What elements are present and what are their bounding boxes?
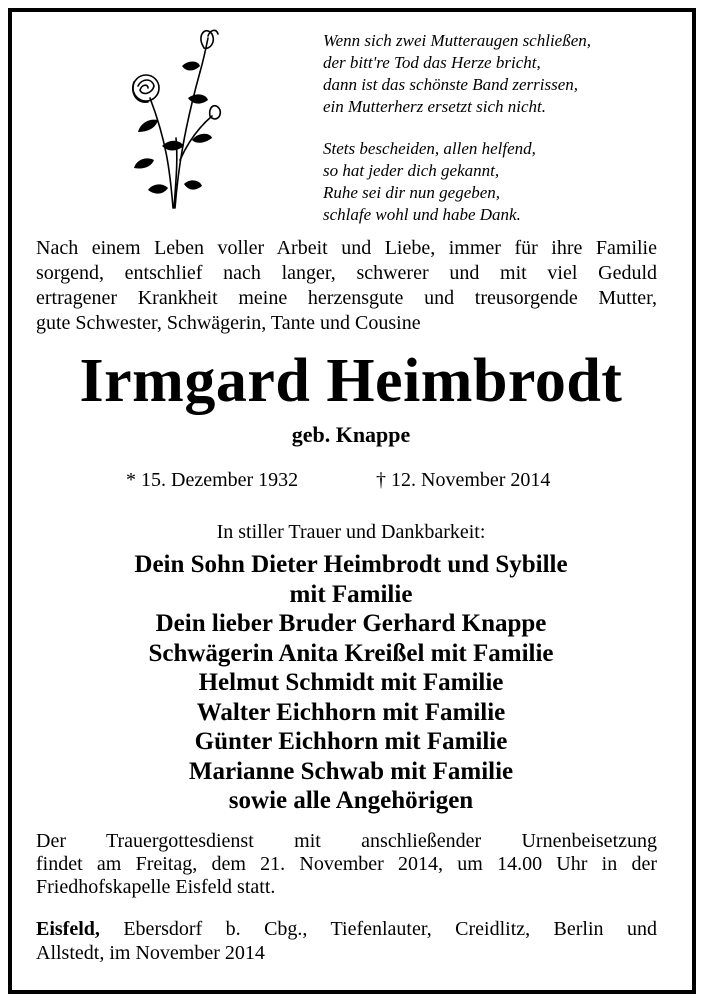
mourning-line: In stiller Trauer und Dankbarkeit:: [216, 521, 486, 543]
mourner-line: Günter Eichhorn mit Familie: [194, 728, 508, 755]
birth-date: * 15. Dezember 1932: [126, 469, 299, 491]
rose-icon: [118, 20, 226, 216]
mourner-line: Walter Eichhorn mit Familie: [196, 698, 506, 726]
mourner-line: Dein lieber Bruder Gerhard Knappe: [155, 610, 547, 637]
maiden-name: geb. Knappe: [291, 422, 411, 447]
poem: [323, 30, 663, 226]
intro-text: [36, 236, 657, 336]
places-line: [36, 917, 657, 941]
mourner-line: mit Familie: [289, 580, 413, 608]
service-line: Der Trauergottesdienst mit anschließender Urnenbeisetzung: [36, 830, 657, 852]
poem-line: der bitt're Tod das Herze bricht,: [323, 53, 541, 72]
mourners-list: [0, 550, 702, 816]
mourner-line: Schwägerin Anita Kreißel mit Familie: [148, 639, 554, 667]
poem-line: schlafe wohl und habe Dank.: [323, 205, 521, 224]
intro-line: gute Schwester, Schwägerin, Tante und Cousine: [36, 312, 421, 334]
mourner-line: Dein Sohn Dieter Heimbrodt und Sybille: [134, 551, 568, 578]
places-and-date: [36, 917, 657, 965]
poem-line: Ruhe sei dir nun gegeben,: [323, 183, 501, 202]
service-info: [36, 830, 657, 899]
intro-line: Nach einem Leben voller Arbeit und Liebe, immer für ihre Familie: [36, 237, 657, 259]
places-line: Allstedt, im November 2014: [36, 942, 265, 964]
mourner-line: Marianne Schwab mit Familie: [188, 757, 514, 785]
town-name: Eisfeld,: [36, 918, 100, 940]
poem-line: Stets bescheiden, allen helfend,: [323, 139, 536, 158]
poem-line: Wenn sich zwei Mutteraugen schließen,: [323, 31, 592, 50]
mourner-line: sowie alle Angehörigen: [228, 787, 474, 814]
intro-line: sorgend, entschlief nach langer, schwerer und mit viel Geduld: [36, 262, 657, 284]
mourner-line: Helmut Schmidt mit Familie: [198, 669, 504, 696]
poem-line: dann ist das schönste Band zerrissen,: [323, 75, 578, 94]
poem-line: so hat jeder dich gekannt,: [323, 161, 500, 180]
service-line: findet am Freitag, dem 21. November 2014, um 14.00 Uhr in der: [36, 853, 657, 875]
death-date: † 12. November 2014: [376, 469, 551, 491]
poem-line: ein Mutterherz ersetzt sich nicht.: [323, 97, 547, 116]
places-rest: Ebersdorf b. Cbg., Tiefenlauter, Creidlitz, Berlin und: [123, 918, 657, 940]
service-line: Friedhofskapelle Eisfeld statt.: [36, 876, 276, 898]
deceased-name: Irmgard Heimbrodt: [79, 347, 623, 415]
intro-line: ertragener Krankheit meine herzensgute und treusorgende Mutter,: [36, 287, 657, 309]
